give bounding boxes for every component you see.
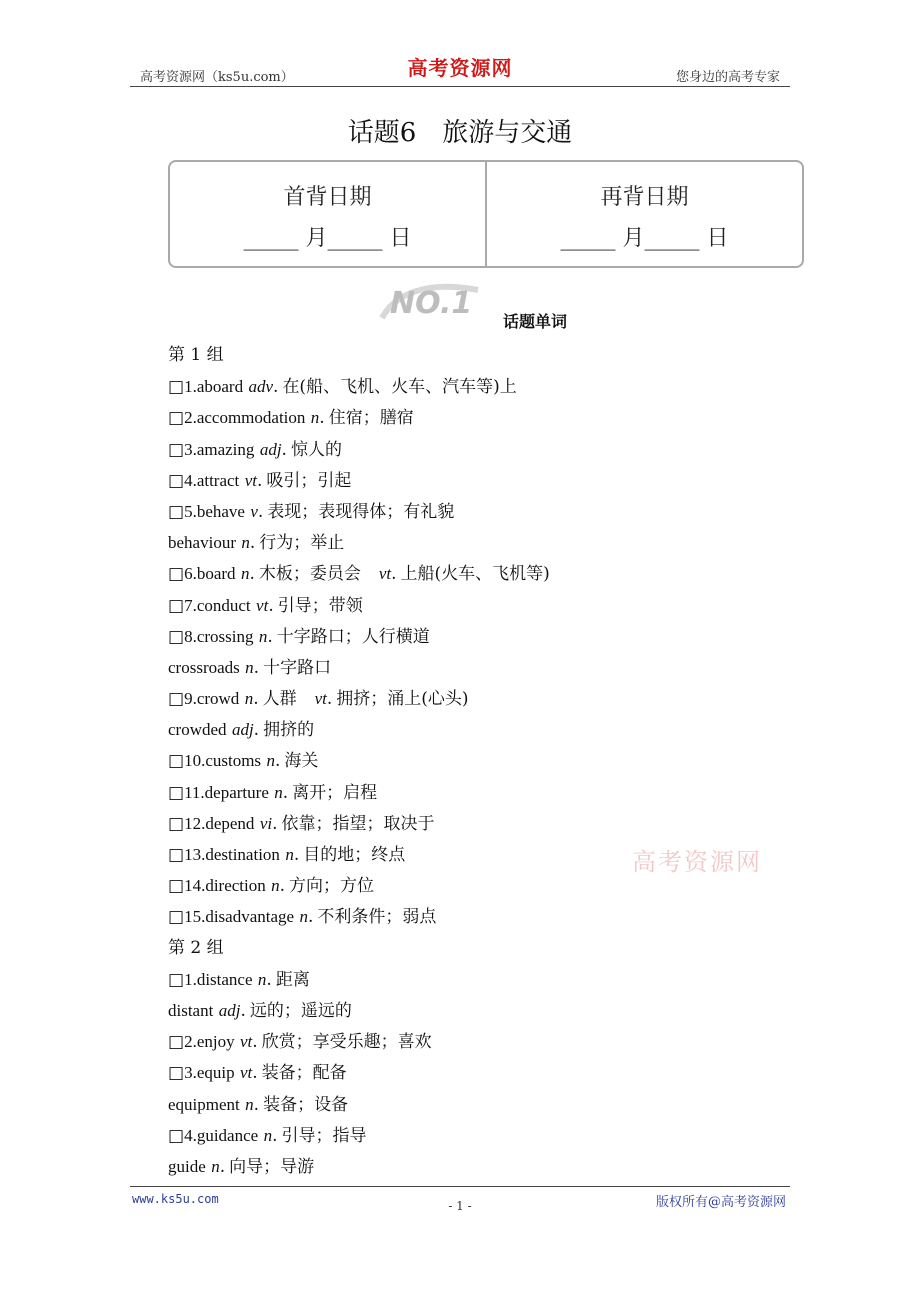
part-of-speech: n [244, 689, 254, 709]
vocab-word: 2.enjoy [184, 1032, 235, 1052]
part-of-speech: n [258, 626, 268, 646]
vocab-meaning: 远的；遥远的 [249, 1000, 352, 1021]
part-of-speech: n [245, 657, 254, 677]
checkbox-icon: □ [168, 408, 185, 429]
vocab-word: 15.disadvantage [184, 907, 295, 927]
vocab-word: 4.guidance [184, 1125, 259, 1145]
vocab-word: 3.amazing [184, 439, 255, 459]
vocab-word: 7.conduct [184, 595, 251, 615]
header-logo: 高考资源网 [407, 56, 513, 80]
part-of-speech: n [274, 782, 283, 802]
checkbox-icon: □ [168, 470, 185, 491]
checkbox-icon: □ [168, 595, 185, 616]
footer-rule [130, 1186, 790, 1187]
checkbox-icon: □ [168, 907, 185, 928]
vocab-word: guide [168, 1156, 206, 1176]
first-date-label: 首背日期 [283, 185, 372, 210]
vocab-word: 11.departure [184, 782, 269, 802]
part-of-speech: n [211, 1156, 220, 1176]
vocab-word: 9.crowd [184, 689, 240, 709]
vocab-row: □1.distance n. 距离 [168, 969, 310, 990]
page-header [130, 56, 790, 87]
vocab-row: □13.destination n. 目的地；终点 [168, 845, 406, 865]
checkbox-icon: □ [168, 782, 185, 803]
vocab-row: □10.customs n. 海关 [168, 751, 319, 772]
vocab-row: □14.direction n. 方向；方位 [168, 876, 375, 897]
vocab-row: □11.departure n. 离开；启程 [168, 782, 378, 803]
part-of-speech: n [310, 408, 320, 428]
vocab-word: behaviour [168, 533, 236, 553]
vocab-row: □12.depend vi. 依靠；指望；取决于 [168, 813, 435, 834]
vocab-meaning: 行为；举止 [259, 533, 345, 554]
vocab-meaning: 方向；方位 [289, 876, 375, 897]
part-of-speech: n [245, 1094, 254, 1114]
vocab-row: □6.board n. 木板；委员会 vt. 上船(火车、飞机等) [168, 564, 550, 585]
checkbox-icon: □ [168, 439, 185, 460]
vocab-row: equipment n. 装备；设备 [168, 1094, 349, 1115]
second-date-label: 再背日期 [600, 185, 689, 210]
vocab-row: □15.disadvantage n. 不利条件；弱点 [168, 907, 437, 928]
vocab-row: □3.amazing adj. 惊人的 [168, 439, 342, 460]
checkbox-icon: □ [168, 1125, 185, 1146]
part-of-speech: n [299, 907, 308, 927]
checkbox-icon: □ [168, 377, 185, 398]
group-title-text: 第 1 组 [168, 345, 224, 365]
vocab-row: behaviour n. 行为；举止 [168, 533, 345, 554]
checkbox-icon: □ [168, 845, 185, 865]
vocab-row: □2.accommodation n. 住宿；膳宿 [168, 408, 414, 429]
vocab-meaning: 离开；启程 [292, 782, 378, 803]
vocab-row: □4.guidance n. 引导；指导 [168, 1125, 367, 1146]
vocab-meaning: 距离 [275, 969, 310, 990]
vocab-meaning-2: 拥挤；涌上(心头) [336, 689, 469, 710]
part-of-speech: adv [248, 377, 274, 397]
part-of-speech: vt [256, 595, 269, 615]
part-of-speech: vt [240, 1063, 253, 1083]
page-title: 话题6 旅游与交通 [347, 118, 573, 148]
part-of-speech: vt [244, 470, 257, 490]
vocab-word: 2.accommodation [184, 408, 306, 428]
part-of-speech-2: vt [314, 689, 327, 709]
part-of-speech: v [250, 501, 258, 521]
part-of-speech: n [263, 1125, 273, 1145]
vocab-row: crossroads n. 十字路口 [168, 657, 332, 678]
header-left-text: 高考资源网（ks5u.com） [140, 70, 294, 85]
vocabulary-list [168, 340, 808, 1182]
part-of-speech: n [266, 751, 275, 771]
vocab-word: 14.direction [184, 876, 266, 896]
vocab-word: 13.destination [184, 845, 280, 864]
footer-link[interactable]: www.ks5u.com [132, 1192, 219, 1206]
section-title: 话题单词 [503, 312, 568, 331]
checkbox-icon: □ [168, 1063, 185, 1084]
part-of-speech: adj [218, 1000, 241, 1020]
section-badge [378, 280, 498, 326]
vocab-word: 5.behave [184, 501, 245, 521]
second-date-cell [485, 162, 802, 266]
vocab-meaning: 海关 [284, 751, 319, 772]
checkbox-icon: □ [168, 751, 185, 772]
vocab-meaning: 欣赏；享受乐趣；喜欢 [261, 1032, 432, 1053]
second-date-line: _____ 月_____ 日 [560, 226, 729, 251]
vocab-word: 1.aboard [184, 377, 244, 397]
vocab-row: guide n. 向导；导游 [168, 1156, 315, 1177]
vocab-meaning: 十字路口；人行横道 [276, 626, 430, 647]
vocab-word: 8.crossing [184, 626, 254, 646]
part-of-speech: n [285, 845, 294, 864]
vocab-word: crowded [168, 720, 227, 740]
first-date-line: _____ 月_____ 日 [243, 226, 412, 251]
vocab-word: 12.depend [184, 813, 255, 833]
checkbox-icon: □ [168, 813, 185, 834]
vocab-row: □8.crossing n. 十字路口；人行横道 [168, 626, 430, 647]
part-of-speech: n [271, 876, 280, 896]
vocab-meaning: 住宿；膳宿 [328, 408, 414, 429]
checkbox-icon: □ [168, 501, 185, 522]
group-title [168, 340, 808, 371]
vocab-row: distant adj. 远的；遥远的 [168, 1000, 352, 1021]
vocab-row: □4.attract vt. 吸引；引起 [168, 470, 352, 491]
vocab-row: □2.enjoy vt. 欣赏；享受乐趣；喜欢 [168, 1032, 432, 1053]
group-title-text: 第 2 组 [168, 937, 224, 958]
vocab-meaning: 人群 [262, 689, 297, 710]
vocab-row: □9.crowd n. 人群 vt. 拥挤；涌上(心头) [168, 689, 469, 710]
vocab-row: □3.equip vt. 装备；配备 [168, 1063, 347, 1084]
vocab-row: □7.conduct vt. 引导；带领 [168, 595, 363, 616]
vocab-meaning: 不利条件；弱点 [317, 907, 437, 928]
part-of-speech: adj [259, 439, 282, 459]
vocab-meaning: 木板；委员会 [258, 564, 361, 585]
vocab-meaning-2: 上船(火车、飞机等) [400, 564, 550, 585]
vocab-meaning: 拥挤的 [263, 720, 315, 741]
part-of-speech: n [241, 533, 250, 553]
vocab-meaning: 向导；导游 [229, 1156, 315, 1177]
vocab-meaning: 吸引；引起 [266, 470, 352, 491]
watermark: 高考资源网 [632, 848, 762, 876]
footer-copyright: 版权所有@高考资源网 [655, 1195, 786, 1210]
vocab-meaning: 十字路口 [263, 657, 332, 678]
vocab-word: 10.customs [184, 751, 262, 771]
checkbox-icon: □ [168, 564, 185, 585]
group-title [168, 933, 808, 964]
page-number: - 1 - [448, 1199, 472, 1213]
vocab-word: equipment [168, 1094, 240, 1114]
vocab-row: □1.aboard adv. 在(船、飞机、火车、汽车等)上 [168, 377, 517, 398]
part-of-speech-2: vt [378, 564, 392, 584]
vocab-meaning: 依靠；指望；取决于 [281, 813, 435, 834]
header-right-text: 您身边的高考专家 [675, 70, 780, 85]
vocab-word: distant [168, 1000, 214, 1020]
vocab-word: 4.attract [184, 470, 240, 490]
badge-text: NO.1 [390, 286, 473, 321]
part-of-speech: n [240, 564, 250, 584]
checkbox-icon: □ [168, 876, 185, 897]
vocab-word: 6.board [184, 564, 236, 584]
vocab-meaning: 表现；表现得体；有礼貌 [267, 501, 455, 522]
vocab-meaning: 惊人的 [290, 439, 342, 460]
vocab-word: crossroads [168, 657, 240, 677]
vocab-row: □5.behave v. 表现；表现得体；有礼貌 [168, 501, 455, 522]
vocab-word: 1.distance [184, 969, 253, 989]
part-of-speech: vt [240, 1032, 253, 1052]
vocab-meaning: 引导；指导 [281, 1125, 367, 1146]
date-box [168, 160, 804, 268]
vocab-meaning: 装备；设备 [263, 1094, 349, 1115]
checkbox-icon: □ [168, 626, 185, 647]
checkbox-icon: □ [168, 1032, 185, 1053]
checkbox-icon: □ [168, 689, 185, 710]
vocab-row: crowded adj. 拥挤的 [168, 720, 315, 741]
vocab-meaning: 引导；带领 [277, 595, 363, 616]
vocab-meaning: 在(船、飞机、火车、汽车等)上 [282, 377, 517, 398]
vocab-meaning: 目的地；终点 [303, 845, 406, 865]
part-of-speech: vi [259, 813, 273, 833]
checkbox-icon: □ [168, 969, 185, 990]
part-of-speech: adj [231, 720, 254, 740]
vocab-meaning: 装备；配备 [261, 1063, 347, 1084]
part-of-speech: n [257, 969, 267, 989]
vocab-word: 3.equip [184, 1063, 235, 1083]
first-date-cell [170, 162, 485, 266]
